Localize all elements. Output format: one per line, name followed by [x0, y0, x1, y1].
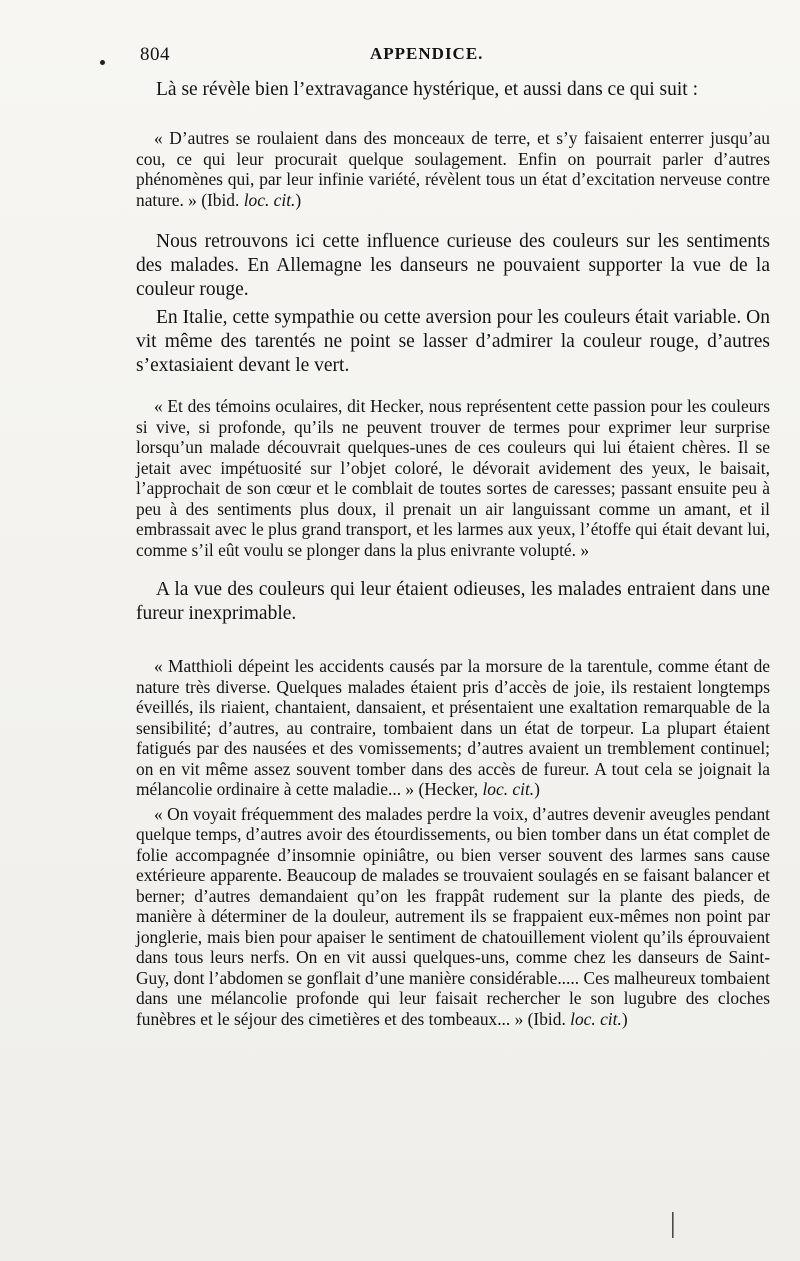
citation: loc. cit.	[243, 189, 296, 210]
paragraph-1: Là se révèle bien l’extravagance hystérique, et aussi dans ce qui suit :	[156, 79, 699, 100]
quote-2: « Et des témoins oculaires, dit Hecker, nous représentent cette passion pour les couleurs si vive, si profonde, qu’ils ne peuvent trouver de termes pour exprimer leur surprise lorsqu’un malade découvrait quelques-unes de ces couleurs qui lui étaient chères. Il se jetait avec impétuosité sur l’objet coloré, le dévorait avidement des yeux, le baisait, l’approchait de son cœur et le comblait de toutes sortes de caresses; passant ensuite peu à peu à des sentiments plus doux, il prenait un air languissant comme un amant, et il embrassait avec le plus grand transport, et les larmes aux yeux, l’étoffe qui était devant lui, comme s’il eût voulu se plonger dans la plus enivrante volupté. »	[136, 396, 770, 560]
paragraph-4: A la vue des couleurs qui leur étaient odieuses, les malades entraient dans une fureur inexprimable.	[136, 579, 770, 624]
paragraph-2: Nous retrouvons ici cette influence curieuse des couleurs sur les sentiments des malades. En Allemagne les danseurs ne pouvaient supporter la vue de la couleur rouge.	[136, 231, 770, 300]
quote-4: « On voyait fréquemment des malades perdre la voix, d’autres devenir aveugles pendant quelque temps, d’autres avoir des étourdissements, ou bien tomber dans un état complet de folie accompagnée d’insomnie opiniâtre, ou bien verser souvent des larmes sans cause extérieure apparente. Beaucoup de malades se trouvaient soulagés en se faisant balancer et berner; d’autres demandaient qu’on les frappât rudement sur la plante des pieds, de manière à déterminer de la douleur, autrement ils se frappaient eux-mêmes non point par jonglerie, mais bien pour apaiser le sentiment de chatouillement violent qu’ils éprouvaient dans tous leurs nerfs. On en vit aussi quelques-uns, comme chez les danseurs de Saint-Guy, dont l’abdomen se gonflait d’une manière considérable..... Ces malheureux tombaient dans une mélancolie profonde qui leur faisait rechercher le son lugubre des cloches funèbres et le séjour des cimetières et des tombeaux... » (Ibid. loc. cit.)	[136, 803, 770, 1029]
page-number: 804	[140, 44, 170, 65]
quote-1: « D’autres se roulaient dans des monceaux de terre, et s’y faisaient enterrer jusqu’au cou, ce qui leur procurait quelque soulagement. Enfin on pourrait parler d’autres phénomènes qui, par leur infinie variété, révèlent tous un état d’excitation nerveuse contre nature. » (Ibid. loc. cit.)	[136, 128, 770, 210]
page-header	[140, 44, 780, 68]
paragraph-3: En Italie, cette sympathie ou cette aversion pour les couleurs était variable. On vit même des tarentés ne point se lasser d’admirer la couleur rouge, d’autres s’extasiaient devant le vert.	[136, 307, 770, 376]
margin-mark: |	[670, 1208, 676, 1239]
page-body	[136, 78, 770, 1029]
print-speck	[100, 60, 105, 65]
citation: loc. cit.	[570, 1008, 622, 1029]
quote-3: « Matthioli dépeint les accidents causés par la morsure de la tarentule, comme étant de nature très diverse. Quelques malades étaient pris d’accès de joie, ils restaient longtemps éveillés, ils riaient, chantaient, dansaient, et présentaient une exaltation remarquable de la sensibilité; d’autres, au contraire, tombaient dans un état de torpeur. La plupart étaient fatigués par des nausées et des vomissements; d’autres avaient un tremblement continuel; on en vit même assez souvent tomber dans des accès de fureur. A tout cela se joignait la mélancolie ordinaire à cette maladie... » (Hecker, loc. cit.)	[136, 656, 770, 799]
citation: loc. cit.	[482, 779, 535, 799]
running-head: APPENDICE.	[370, 44, 484, 63]
